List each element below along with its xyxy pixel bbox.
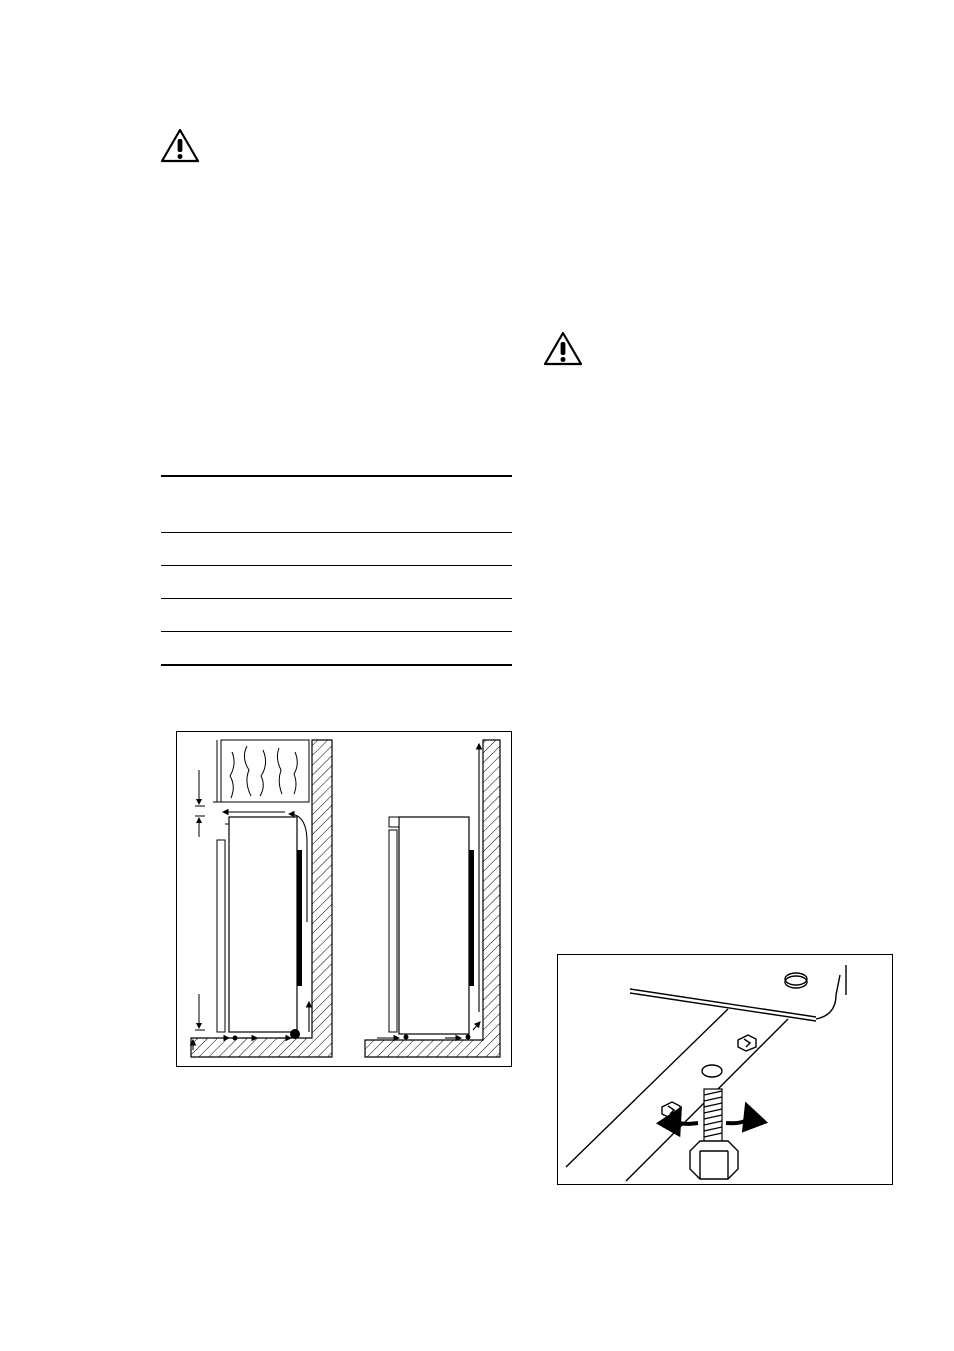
warning-triangle-icon	[160, 128, 200, 164]
table-row	[161, 598, 512, 631]
table-row	[161, 631, 512, 666]
table-header-row	[161, 475, 512, 532]
warning-triangle-icon	[543, 331, 583, 367]
table-row	[161, 565, 512, 598]
ventilation-diagram	[176, 731, 512, 1067]
adjustable-foot-diagram	[557, 954, 893, 1185]
spec-table	[161, 475, 512, 666]
table-row	[161, 532, 512, 565]
